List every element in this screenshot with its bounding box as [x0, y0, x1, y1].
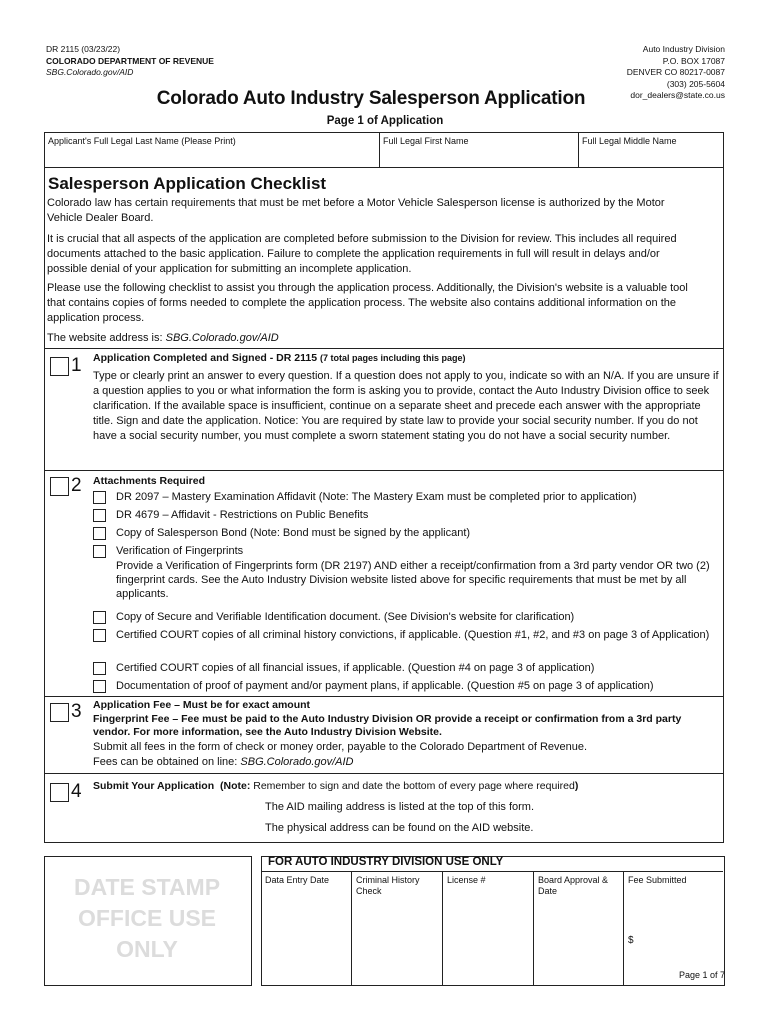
- section-1-checkbox[interactable]: [50, 357, 69, 376]
- section-3-checkbox[interactable]: [50, 703, 69, 722]
- city-zip: DENVER CO 80217-0087: [626, 67, 725, 77]
- license-number-field[interactable]: License #: [443, 872, 534, 985]
- fees-submit-text: Submit all fees in the form of check or money order, payable to the Colorado Department of Revenue.: [93, 741, 588, 753]
- fees-online-text: Fees can be obtained on line: SBG.Colorado.gov/AID: [93, 756, 354, 768]
- divider: [44, 348, 724, 349]
- attachment-item: Certified COURT copies of all financial issues, if applicable. (Question #4 on page 3 of application): [116, 662, 595, 674]
- attachment-checkbox[interactable]: [93, 611, 106, 624]
- page-title: Colorado Auto Industry Salesperson Application: [156, 88, 586, 109]
- criminal-history-field[interactable]: Criminal History Check: [352, 872, 443, 985]
- fee-submitted-field[interactable]: Fee Submitted $: [628, 875, 687, 946]
- section-3-number: 3: [71, 701, 82, 722]
- attachment-checkbox[interactable]: [93, 491, 106, 504]
- attachment-checkbox[interactable]: [93, 509, 106, 522]
- fees-website-link[interactable]: SBG.Colorado.gov/AID: [240, 756, 354, 768]
- fingerprint-detail: Provide a Verification of Fingerprints form (DR 2197) AND either a receipt/confirmation from a 3rd party vendor OR two (2) fingerprint cards. See the Auto Industry Division website listed above for specific requirements that must be met by all applicants.: [116, 560, 710, 600]
- physical-address-note: The physical address can be found on the AID website.: [265, 822, 534, 834]
- attachment-checkbox[interactable]: [93, 629, 106, 642]
- middle-name-field[interactable]: Full Legal Middle Name: [582, 136, 677, 146]
- email: dor_dealers@state.co.us: [630, 90, 725, 100]
- name-fields: [44, 132, 724, 168]
- last-name-field[interactable]: Applicant's Full Legal Last Name (Please Print): [45, 133, 380, 168]
- data-entry-date-field[interactable]: Data Entry Date: [261, 872, 352, 985]
- board-approval-field[interactable]: Board Approval & Date: [534, 872, 624, 985]
- department-website: SBG.Colorado.gov/AID: [46, 67, 134, 77]
- attachment-checkbox[interactable]: [93, 545, 106, 558]
- attachment-item: Verification of Fingerprints: [116, 545, 244, 557]
- checklist-title: Salesperson Application Checklist: [48, 174, 327, 193]
- divider: [44, 470, 724, 471]
- phone: (303) 205-5604: [666, 78, 725, 89]
- section-1-text: Type or clearly print an answer to every question. If a question does not apply to you, indicate so with an N/A. If you are unsure if a question applies to you or what information the form is asking you to provide, contact the Auto Industry Division office to seek clarification. If the available space is insufficient, continue on a separate sheet and precede each answer with the appropriate title. Sign and date the application. Notice: You are required by state law to provide your social security number. If you do not have a social security number, you must complete a sworn statement stating you do not have a social security number.: [93, 370, 719, 442]
- section-2-heading: Attachments Required: [93, 475, 206, 487]
- department-name: COLORADO DEPARTMENT OF REVENUE: [46, 55, 214, 66]
- office-use-title: FOR AUTO INDUSTRY DIVISION USE ONLY: [268, 856, 504, 868]
- attachment-checkbox[interactable]: [93, 680, 106, 693]
- section-4-heading: Submit Your Application (Note: Remember to sign and date the bottom of every page where required): [93, 780, 579, 792]
- section-1-number: 1: [71, 355, 82, 376]
- attachment-item: DR 4679 – Affidavit - Restrictions on Public Benefits: [116, 509, 369, 521]
- fee-dollar-sign: $: [628, 935, 634, 946]
- attachment-item: Copy of Salesperson Bond (Note: Bond must be signed by the applicant): [116, 527, 471, 539]
- divider: [44, 696, 724, 697]
- page-footer: Page 1 of 7: [678, 970, 725, 980]
- checklist-paragraph-4: The website address is: SBG.Colorado.gov/AID: [47, 332, 279, 344]
- section-3-heading: Application Fee – Must be for exact amount: [93, 699, 311, 711]
- checklist-paragraph-2: It is crucial that all aspects of the application are completed before submission to the Division for review. This includes all required documents attached to the basic application. Failure to complete the application requirements in full will result in delays and/or possible denial of your application for submitting an incomplete application.: [47, 233, 677, 275]
- po-box: P.O. BOX 17087: [662, 55, 725, 66]
- attachment-item: DR 2097 – Mastery Examination Affidavit (Note: The Mastery Exam must be completed prior to application): [116, 491, 637, 503]
- section-2-checkbox[interactable]: [50, 477, 69, 496]
- division-name: Auto Industry Division: [642, 44, 725, 54]
- form-id: DR 2115 (03/23/22): [46, 44, 121, 54]
- checklist-paragraph-3: Please use the following checklist to assist you through the application process. Additionally, the Division's website is a valuable tool that contains copies of forms needed to complete the application process. The website also contains additional information on the application process.: [47, 282, 688, 324]
- checklist-paragraph-1: Colorado law has certain requirements that must be met before a Motor Vehicle Salesperson license is authorized by the Motor Vehicle Dealer Board.: [47, 197, 665, 224]
- form-header-left: [46, 44, 214, 79]
- section-2-number: 2: [71, 475, 82, 496]
- page-subtitle: Page 1 of Application: [326, 115, 444, 127]
- website-link[interactable]: SBG.Colorado.gov/AID: [165, 332, 279, 344]
- fingerprint-fee-text: Fingerprint Fee – Fee must be paid to the Auto Industry Division OR provide a receipt or confirmation from a 3rd party vendor. For more information, see the Auto Industry Division Website.: [93, 713, 682, 738]
- section-4-number: 4: [71, 781, 82, 802]
- attachment-item: Copy of Secure and Verifiable Identification document. (See Division's website for clarification): [116, 611, 575, 623]
- mailing-address-note: The AID mailing address is listed at the top of this form.: [265, 801, 535, 813]
- first-name-field[interactable]: Full Legal First Name: [380, 133, 579, 168]
- divider: [44, 773, 724, 774]
- attachment-item: Documentation of proof of payment and/or payment plans, if applicable. (Question #5 on page 3 of application): [116, 680, 654, 692]
- attachment-checkbox[interactable]: [93, 662, 106, 675]
- section-1-heading: Application Completed and Signed - DR 2115 (7 total pages including this page): [93, 352, 466, 364]
- attachment-checkbox[interactable]: [93, 527, 106, 540]
- office-use-grid: [261, 871, 723, 985]
- date-stamp-label: DATE STAMP OFFICE USE ONLY: [73, 874, 221, 962]
- section-4-checkbox[interactable]: [50, 783, 69, 802]
- attachment-item: Certified COURT copies of all criminal history convictions, if applicable. (Question #1, #2, and #3 on page 3 of Application): [116, 629, 710, 641]
